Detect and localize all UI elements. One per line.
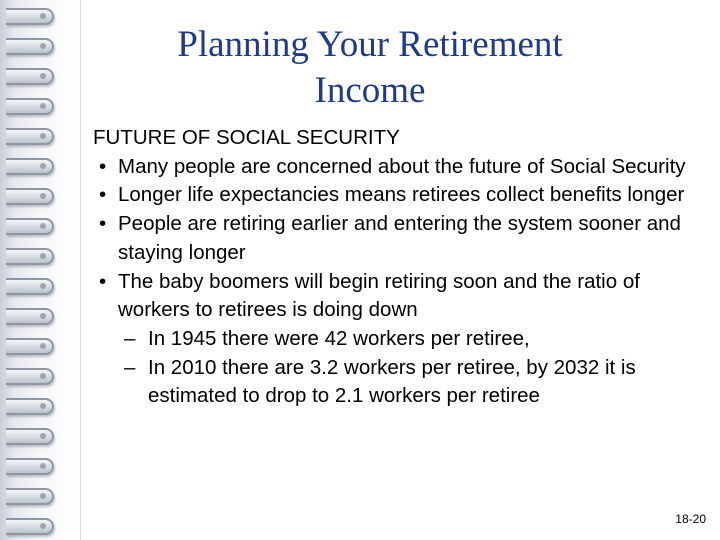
binder-ring-icon: [6, 308, 54, 325]
bullet-item: [93, 181, 708, 210]
binder-ring-icon: [6, 38, 54, 55]
sub-bullet-text: In 2010 there are 3.2 workers per retiree, by 2032 it is estimated to drop to 2.1 workers per retiree: [148, 355, 636, 408]
binder-ring-icon: [6, 8, 54, 25]
bullet-text: Many people are concerned about the future of Social Security: [118, 154, 686, 178]
dash-marker: –: [124, 326, 136, 350]
notebook-spiral-binding-icon: [0, 0, 84, 540]
binder-ring-icon: [6, 278, 54, 295]
bullet-item: [93, 268, 708, 325]
binder-ring-icon: [6, 458, 54, 475]
bullet-marker: •: [99, 212, 107, 236]
binder-ring-icon: [6, 368, 54, 385]
binder-ring-icon: [6, 188, 54, 205]
bullet-text: People are retiring earlier and entering the system sooner and staying longer: [118, 212, 681, 264]
bullet-marker: •: [99, 183, 107, 207]
section-heading: FUTURE OF SOCIAL SECURITY: [93, 126, 400, 149]
bullet-marker: •: [99, 269, 107, 293]
binder-ring-icon: [6, 218, 54, 235]
binder-ring-icon: [6, 128, 54, 145]
slide-title-line-1: Planning Your Retirement: [177, 24, 563, 65]
slide-number: 18-20: [675, 512, 706, 526]
slide-body: [93, 124, 708, 411]
bullet-item: [93, 153, 708, 182]
sub-bullet-item: [93, 354, 708, 411]
binder-ring-icon: [6, 98, 54, 115]
binder-ring-icon: [6, 518, 54, 535]
bullet-marker: •: [99, 154, 107, 178]
binder-ring-icon: [6, 248, 54, 265]
bullet-item: [93, 210, 708, 267]
bullet-text: The baby boomers will begin retiring soon and the ratio of workers to retirees is doing down: [118, 269, 640, 322]
slide-title: [120, 22, 620, 114]
binder-ring-icon: [6, 398, 54, 415]
bullet-text: Longer life expectancies means retirees collect benefits longer: [118, 183, 685, 207]
binder-ring-icon: [6, 338, 54, 355]
sub-bullet-item: [93, 325, 708, 354]
binder-ring-icon: [6, 158, 54, 175]
binder-ring-icon: [6, 68, 54, 85]
binder-ring-icon: [6, 428, 54, 445]
sub-bullet-text: In 1945 there were 42 workers per retiree,: [148, 326, 530, 350]
binder-ring-icon: [6, 488, 54, 505]
slide-title-line-2: Income: [314, 70, 426, 111]
margin-line: [80, 0, 81, 540]
dash-marker: –: [124, 355, 136, 379]
